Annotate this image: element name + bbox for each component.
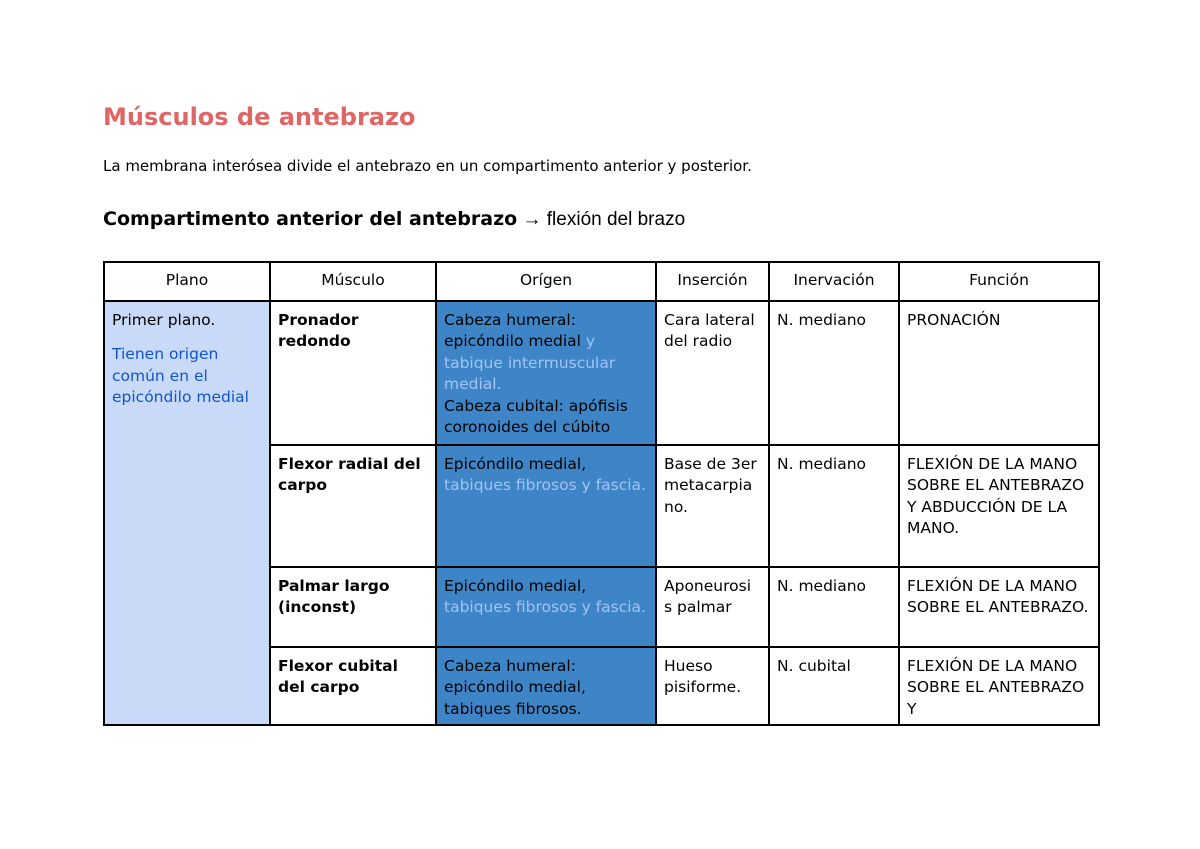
- section-heading-bold: Compartimento anterior del antebrazo: [103, 208, 518, 230]
- origen-primary: Epicóndilo medial,: [444, 454, 587, 473]
- intro-paragraph: La membrana interósea divide el antebrazo en un compartimento anterior y posterior.: [103, 157, 752, 175]
- header-musculo: Músculo: [270, 262, 436, 301]
- origen-extra: Cabeza cubital: apófisis coronoides del cúbito: [444, 396, 628, 436]
- inervacion-cell: N. cubital: [769, 647, 899, 725]
- origen-secondary: tabiques fibrosos y fascia.: [444, 598, 646, 616]
- musculo-cell: Pronador redondo: [270, 301, 436, 445]
- plano-cell: [104, 301, 270, 725]
- section-heading-rest: → flexión del brazo: [517, 209, 686, 230]
- muscles-table: [103, 261, 1100, 726]
- origen-primary: Epicóndilo medial,: [444, 576, 587, 595]
- funcion-cell: FLEXIÓN DE LA MANO SOBRE EL ANTEBRAZO Y ABDUCCIÓN DE LA MANO.: [899, 445, 1099, 567]
- inervacion-cell: N. mediano: [769, 567, 899, 647]
- origen-cell: [436, 445, 656, 567]
- origen-secondary: y tabique intermuscular medial.: [444, 332, 616, 393]
- header-insercion: Inserción: [656, 262, 769, 301]
- plano-label: Primer plano.: [112, 310, 216, 329]
- inervacion-cell: N. mediano: [769, 301, 899, 445]
- origen-cell: Cabeza humeral: epicóndilo medial, tabiques fibrosos.: [436, 647, 656, 725]
- origen-cell: [436, 301, 656, 445]
- table-row: [104, 301, 1099, 445]
- musculo-cell: Flexor radial del carpo: [270, 445, 436, 567]
- insercion-cell: Aponeurosi s palmar: [656, 567, 769, 647]
- header-funcion: Función: [899, 262, 1099, 301]
- header-inervacion: Inervación: [769, 262, 899, 301]
- insercion-cell: Cara lateral del radio: [656, 301, 769, 445]
- origen-primary: Cabeza humeral: epicóndilo medial: [444, 310, 581, 350]
- header-origen: Orígen: [436, 262, 656, 301]
- insercion-cell: Base de 3er metacarpia no.: [656, 445, 769, 567]
- table-header-row: [104, 262, 1099, 301]
- funcion-cell: FLEXIÓN DE LA MANO SOBRE EL ANTEBRAZO.: [899, 567, 1099, 647]
- page-title: Músculos de antebrazo: [103, 103, 416, 131]
- musculo-cell: Palmar largo (inconst): [270, 567, 436, 647]
- funcion-cell: PRONACIÓN: [899, 301, 1099, 445]
- musculo-cell: Flexor cubital del carpo: [270, 647, 436, 725]
- inervacion-cell: N. mediano: [769, 445, 899, 567]
- plano-note: Tienen origen común en el epicóndilo medial: [112, 345, 249, 406]
- origen-secondary: tabiques fibrosos y fascia.: [444, 476, 646, 494]
- section-heading: [103, 208, 685, 231]
- funcion-cell: FLEXIÓN DE LA MANO SOBRE EL ANTEBRAZO Y: [899, 647, 1099, 725]
- origen-cell: [436, 567, 656, 647]
- header-plano: Plano: [104, 262, 270, 301]
- insercion-cell: Hueso pisiforme.: [656, 647, 769, 725]
